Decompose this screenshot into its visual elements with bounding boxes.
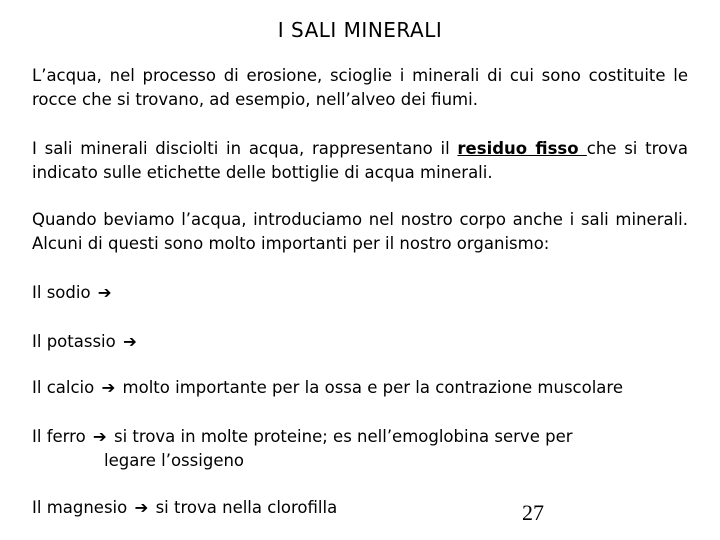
page-title: I SALI MINERALI: [277, 18, 443, 42]
mineral-description: si trova nella clorofilla: [155, 498, 338, 517]
paragraph-text-before: I sali minerali disciolti in acqua, rappresentano il: [32, 139, 458, 158]
residuo-fisso-term: residuo fisso: [457, 139, 587, 158]
mineral-item-sodio: [32, 281, 702, 305]
paragraph-residuo-fisso: [32, 137, 688, 185]
mineral-description-continued: legare l’ossigeno: [104, 451, 245, 470]
paragraph-erosion: L’acqua, nel processo di erosione, scioglie i minerali di cui sono costituite le rocce che si trovano, ad esempio, nell’alveo dei fiumi.: [32, 66, 688, 109]
mineral-description: molto importante per la ossa e per la contrazione muscolare: [122, 378, 623, 397]
arrow-right-icon: ➔: [92, 427, 107, 446]
mineral-item-magnesio: [32, 496, 702, 520]
mineral-item-ferro: [32, 425, 702, 473]
paragraph-drinking: Quando beviamo l’acqua, introduciamo nel nostro corpo anche i sali minerali. Alcuni di questi sono molto importanti per il nostro organismo:: [32, 210, 688, 253]
arrow-right-icon: ➔: [97, 283, 112, 302]
arrow-right-icon: ➔: [101, 378, 116, 397]
mineral-item-potassio: [32, 330, 702, 354]
mineral-name: Il magnesio: [32, 498, 128, 517]
arrow-right-icon: ➔: [134, 498, 149, 517]
mineral-name: Il sodio: [32, 283, 91, 302]
page-number: 27: [522, 500, 544, 525]
paragraph-text-after: che si trova indicato sulle etichette delle bottiglie di acqua minerali.: [32, 139, 688, 182]
mineral-name: Il ferro: [32, 427, 86, 446]
mineral-item-calcio: [32, 376, 702, 400]
arrow-right-icon: ➔: [122, 332, 137, 351]
mineral-description: si trova in molte proteine; es nell’emoglobina serve per: [114, 427, 573, 446]
mineral-name: Il calcio: [32, 378, 95, 397]
mineral-name: Il potassio: [32, 332, 116, 351]
